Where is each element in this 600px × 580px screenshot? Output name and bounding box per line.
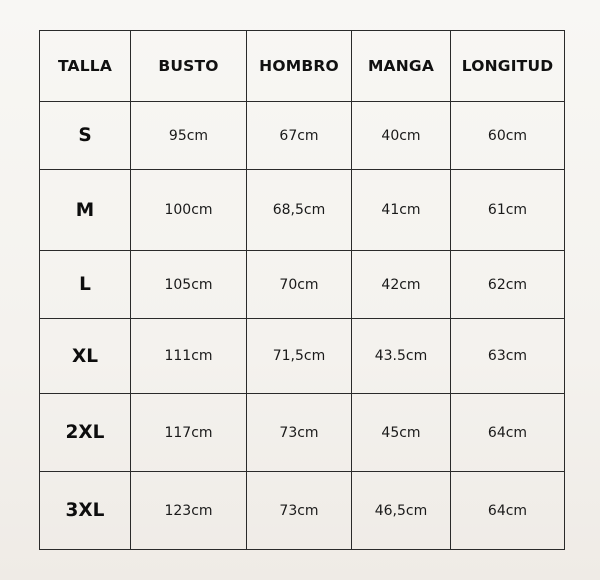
size-label: XL xyxy=(40,319,131,394)
table-row xyxy=(40,170,565,251)
column-header-hombro: HOMBRO xyxy=(247,31,352,102)
busto-cell: 123cm xyxy=(131,472,247,550)
table-header xyxy=(40,31,565,102)
table-row xyxy=(40,394,565,472)
table-row xyxy=(40,319,565,394)
size-label: 2XL xyxy=(40,394,131,472)
manga-cell: 40cm xyxy=(352,102,451,170)
size-label: S xyxy=(40,102,131,170)
longitud-cell: 61cm xyxy=(451,170,565,251)
longitud-cell: 64cm xyxy=(451,394,565,472)
column-header-busto: BUSTO xyxy=(131,31,247,102)
header-row xyxy=(40,31,565,102)
longitud-cell: 60cm xyxy=(451,102,565,170)
column-header-manga: MANGA xyxy=(352,31,451,102)
busto-cell: 100cm xyxy=(131,170,247,251)
table-row xyxy=(40,472,565,550)
manga-cell: 43.5cm xyxy=(352,319,451,394)
longitud-cell: 62cm xyxy=(451,251,565,319)
size-label: M xyxy=(40,170,131,251)
hombro-cell: 70cm xyxy=(247,251,352,319)
longitud-cell: 63cm xyxy=(451,319,565,394)
longitud-cell: 64cm xyxy=(451,472,565,550)
hombro-cell: 73cm xyxy=(247,472,352,550)
table-body xyxy=(40,102,565,550)
busto-cell: 95cm xyxy=(131,102,247,170)
hombro-cell: 73cm xyxy=(247,394,352,472)
manga-cell: 45cm xyxy=(352,394,451,472)
table-row xyxy=(40,251,565,319)
busto-cell: 117cm xyxy=(131,394,247,472)
manga-cell: 41cm xyxy=(352,170,451,251)
table-row xyxy=(40,102,565,170)
size-chart-table xyxy=(39,30,565,550)
hombro-cell: 71,5cm xyxy=(247,319,352,394)
manga-cell: 42cm xyxy=(352,251,451,319)
hombro-cell: 68,5cm xyxy=(247,170,352,251)
size-label: 3XL xyxy=(40,472,131,550)
busto-cell: 111cm xyxy=(131,319,247,394)
column-header-longitud: LONGITUD xyxy=(451,31,565,102)
column-header-talla: TALLA xyxy=(40,31,131,102)
manga-cell: 46,5cm xyxy=(352,472,451,550)
size-label: L xyxy=(40,251,131,319)
hombro-cell: 67cm xyxy=(247,102,352,170)
busto-cell: 105cm xyxy=(131,251,247,319)
